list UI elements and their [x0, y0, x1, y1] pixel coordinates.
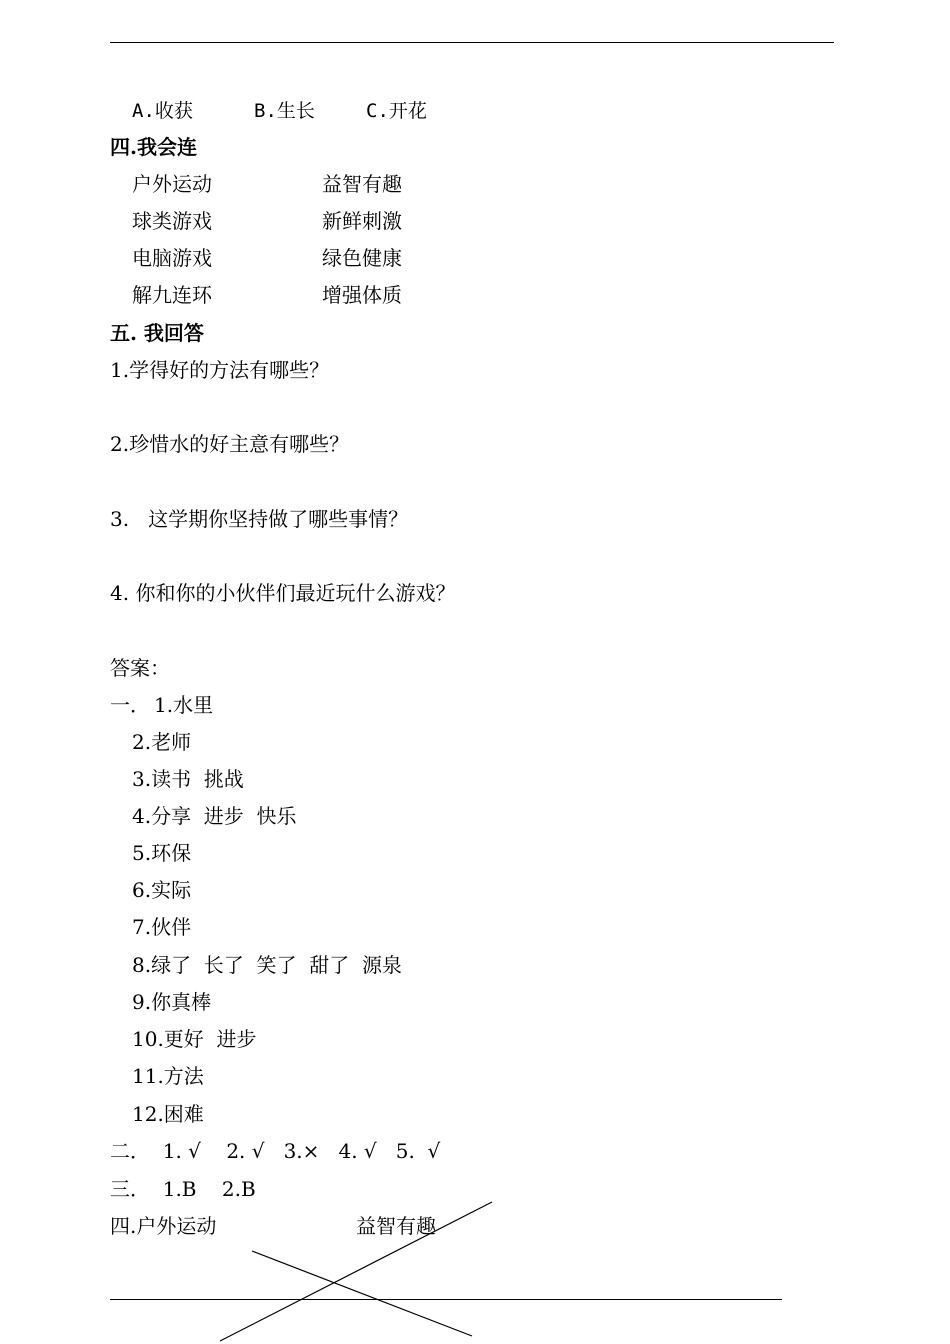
answers-s3: 三． 1.B 2.B — [110, 1177, 256, 1201]
match-left-4: 解九连环 — [132, 283, 212, 307]
answers-s2: 二． 1. √ 2. √ 3.× 4. √ 5. √ — [110, 1139, 441, 1163]
answer-1-12: 12.困难 — [132, 1102, 204, 1126]
answer-1-9: 9.你真棒 — [132, 990, 212, 1014]
match-left-2: 球类游戏 — [132, 209, 212, 233]
answer-1-8: 8.绿了 长了 笑了 甜了 源泉 — [132, 953, 402, 977]
choice-b: B.生长 — [254, 100, 315, 122]
answer-1-3: 3.读书 挑战 — [132, 767, 244, 791]
question-2: 2.珍惜水的好主意有哪些？ — [110, 432, 350, 456]
match-line-1 — [252, 1251, 472, 1336]
answer-1-1: 1.水里 — [154, 693, 214, 717]
answer-1-10: 10.更好 进步 — [132, 1027, 257, 1051]
match-left-3: 电脑游戏 — [132, 246, 212, 270]
answer-1-4: 4.分享 进步 快乐 — [132, 804, 297, 828]
match-right-1: 益智有趣 — [322, 172, 402, 196]
question-4: 4. 你和你的小伙伴们最近玩什么游戏？ — [110, 581, 456, 605]
section4-title: 四.我会连 — [110, 135, 197, 159]
choice-c: C.开花 — [366, 100, 427, 122]
answer-1-7: 7.伙伴 — [132, 915, 192, 939]
section5-title: 五. 我回答 — [110, 321, 204, 345]
question-1: 1.学得好的方法有哪些？ — [110, 358, 330, 382]
answers-s4-left: 四.户外运动 — [110, 1214, 217, 1238]
match-right-2: 新鲜刺激 — [322, 209, 402, 233]
match-line-2 — [220, 1202, 492, 1341]
choice-a: A.收获 — [132, 100, 193, 122]
answer-1-6: 6.实际 — [132, 878, 192, 902]
question-3: 3. 这学期你坚持做了哪些事情？ — [110, 507, 409, 531]
match-right-3: 绿色健康 — [322, 246, 402, 270]
answers-heading: 答案： — [110, 656, 170, 680]
match-right-4: 增强体质 — [322, 283, 402, 307]
answer-1-2: 2.老师 — [132, 730, 192, 754]
match-left-1: 户外运动 — [132, 172, 212, 196]
answer-1-11: 11.方法 — [132, 1064, 204, 1088]
footer-rule — [110, 1299, 782, 1300]
answers-s4-right: 益智有趣 — [356, 1214, 436, 1238]
answer-1-5: 5.环保 — [132, 841, 192, 865]
answers-s1-prefix: 一． — [110, 693, 150, 717]
